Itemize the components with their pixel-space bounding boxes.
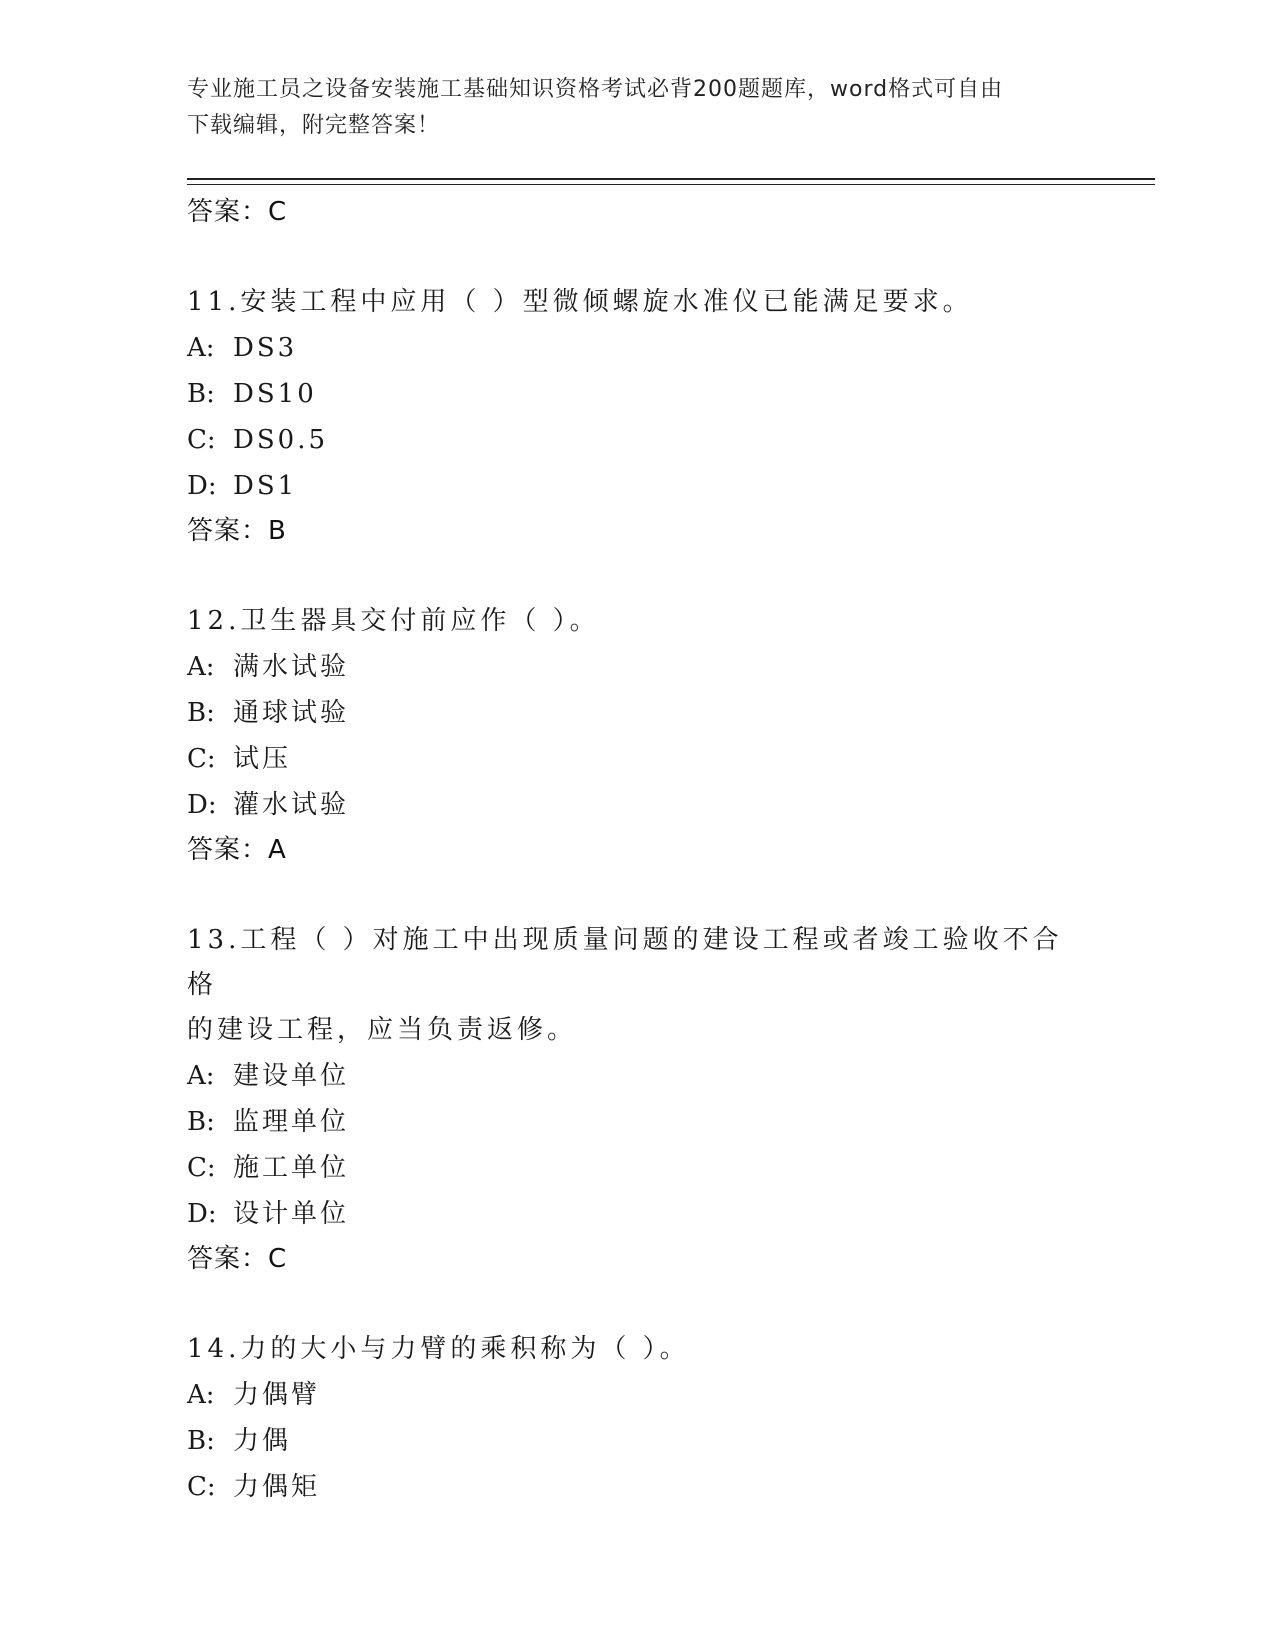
option-label: C: [187,1153,216,1183]
question-13 [187,918,1087,1281]
option-text: DS10 [233,379,317,409]
option-label: C: [187,1472,216,1502]
question-list [187,190,1087,1510]
question-number: 12. [187,606,241,636]
question-stem: 安装工程中应用（ ）型微倾螺旋水准仪已能满足要求。 [240,287,973,317]
option-label: D: [187,790,217,820]
option-text: 试压 [233,744,292,774]
question-14 [187,1327,1087,1510]
question-stem: 卫生器具交付前应作（ ）。 [240,606,600,636]
option-d [187,1191,1087,1237]
question-text [187,918,1087,1008]
option-c [187,1464,1087,1510]
option-b [187,371,1087,417]
option-label: A: [187,333,215,363]
option-b [187,690,1087,736]
option-label: B: [187,379,215,409]
option-label: A: [187,652,215,682]
option-label: B: [187,698,215,728]
question-text [187,1327,1087,1372]
option-d [187,463,1087,509]
option-a [187,325,1087,371]
option-label: A: [187,1061,215,1091]
header-line-2: 下载编辑，附完整答案！ [187,113,441,138]
header-rule-thin [187,184,1155,185]
option-b [187,1099,1087,1145]
answer-line: 答案：B [187,516,287,546]
option-text: 通球试验 [233,698,350,728]
question-11 [187,280,1087,553]
option-text: 设计单位 [233,1199,350,1229]
option-text: DS3 [233,333,298,363]
option-text: DS1 [233,471,298,501]
option-c [187,736,1087,782]
question-number: 11. [187,287,241,317]
question-text [187,280,1087,325]
answer-line: 答案：A [187,835,287,865]
answer-line: 答案：C [187,197,288,227]
option-text: 力偶矩 [233,1472,321,1502]
option-c [187,417,1087,463]
option-a [187,1372,1087,1418]
question-number: 13. [187,925,241,955]
option-text: 力偶臂 [233,1380,321,1410]
option-label: D: [187,1199,217,1229]
option-text: 灌水试验 [233,790,350,820]
option-label: B: [187,1107,215,1137]
option-a [187,644,1087,690]
option-label: C: [187,744,216,774]
option-text: 施工单位 [233,1153,350,1183]
option-text: 力偶 [233,1426,292,1456]
answer-line: 答案：C [187,1244,288,1274]
question-text-continued: 的建设工程，应当负责返修。 [187,1015,578,1045]
question-stem: 力的大小与力臂的乘积称为（ ）。 [240,1334,690,1364]
option-b [187,1418,1087,1464]
option-label: C: [187,425,216,455]
option-a [187,1053,1087,1099]
option-text: 监理单位 [233,1107,350,1137]
question-stem: 工程（ ）对施工中出现质量问题的建设工程或者竣工验收不合格 [187,925,1063,1000]
question-text [187,599,1087,644]
header-line-1: 专业施工员之设备安装施工基础知识资格考试必背200题题库，word格式可自由 [187,77,1004,102]
option-label: B: [187,1426,215,1456]
option-d [187,782,1087,828]
question-12 [187,599,1087,872]
option-label: D: [187,471,217,501]
option-text: DS0.5 [233,425,329,455]
option-text: 满水试验 [233,652,350,682]
question-number: 14. [187,1334,241,1364]
header-rule-thick [187,178,1155,180]
option-text: 建设单位 [233,1061,350,1091]
document-header [187,72,1077,144]
option-c [187,1145,1087,1191]
option-label: A: [187,1380,215,1410]
